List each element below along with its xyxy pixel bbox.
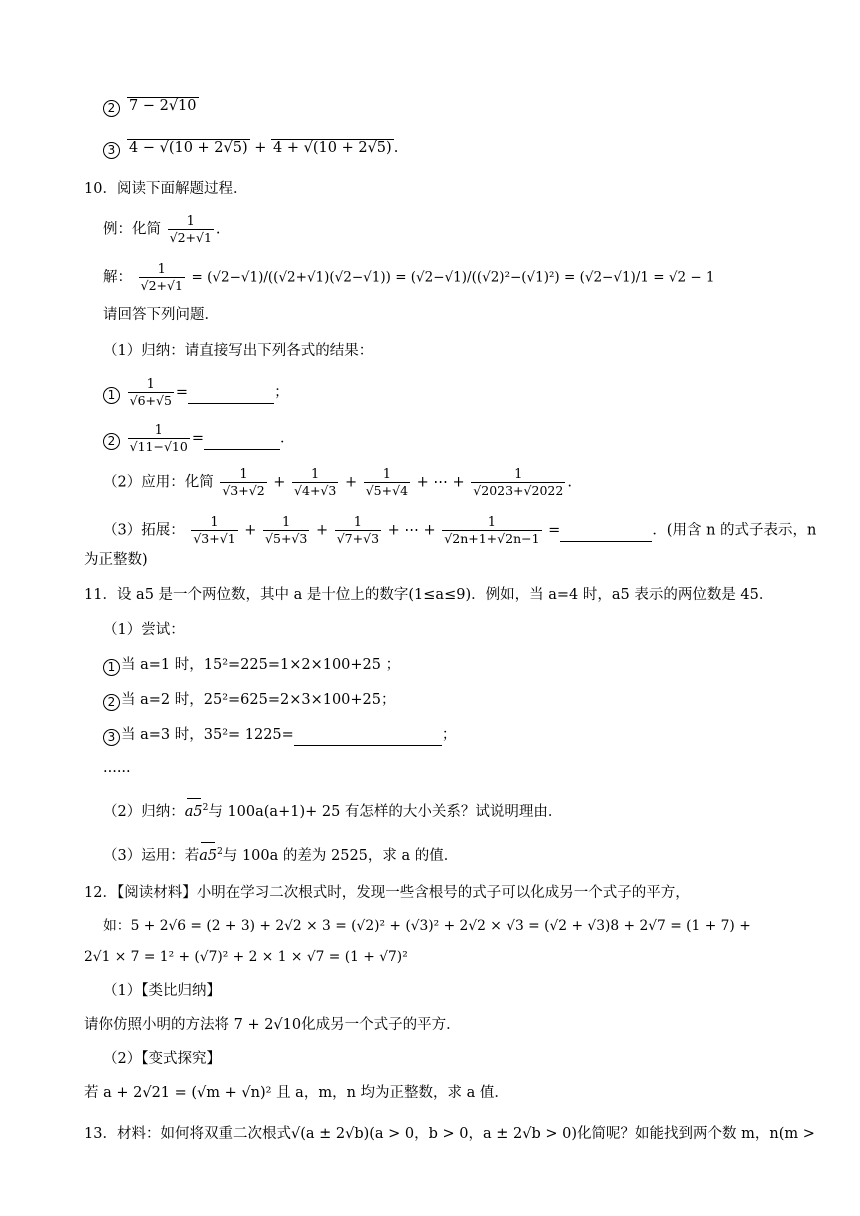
q11-item1 [103, 655, 400, 676]
q12-part2: （2）【变式探究】 [103, 1051, 221, 1067]
q10-part3-cont: 为正整数) [84, 552, 148, 568]
q10-p1i2-frac: $\frac{1}{√11-√10}$ [129, 423, 188, 454]
q10-p3-frac: $\frac{1}{√3+√1}$ [193, 515, 236, 546]
q11-part1: （1）尝试： [103, 622, 185, 638]
q10-example [103, 214, 221, 245]
q9-plus: + [254, 140, 267, 156]
q10-p3-frac: $\frac{1}{√5+√3}$ [265, 515, 308, 546]
q13-text-c: 化简呢？如能找到两个数 m，n(m > [577, 1126, 815, 1142]
q12-part1: （1）【类比归纳】 [103, 983, 221, 999]
q10-solution-chain: = (√2−√1)/((√2+√1)(√2−√1)) = (√2−√1)/((√2)²−(√1)²) = (√2−√1)/1 = √2 − 1 [191, 269, 715, 286]
q10-p1i1-tail: ； [274, 384, 289, 401]
q10-part3: （3）拓展： $\frac{1}{√3+√1}$ + $\frac{1}{√5+√3}$ + $\frac{1}{√7+√3}$ + ⋯ + $\frac{1}{√2n+1+√2n-1}$ = ．(用含 n 的式子表示，n [103, 515, 817, 546]
q11-item2-text: 当 a=2 时，25²=625=2×3×100+25； [121, 692, 396, 708]
q10-p2-frac: $\frac{1}{√3+√2}$ [222, 467, 265, 498]
q11-item3-tail: ； [441, 727, 457, 743]
answer-blank[interactable] [188, 383, 274, 404]
circled-2: 2 [103, 433, 120, 450]
q10-part1-item1: 1 $\frac{1}{√6+√5}$ = ； [103, 377, 289, 408]
q10-p3-frac: $\frac{1}{√7+√3}$ [336, 515, 380, 546]
q9-item-3 [103, 138, 398, 159]
q11-part2: （2）归纳：$a5^2$与 100a(a+1)+ 25 有怎样的大小关系？试说明理由． [103, 803, 563, 820]
q10-p1i2-tail: ． [279, 430, 295, 447]
answer-blank[interactable] [204, 429, 280, 450]
q10-prompt: 请回答下列问题． [103, 307, 219, 323]
q13-text [84, 1124, 815, 1144]
q10-solution [103, 262, 715, 293]
q11-header: 11．设 a5 是一个两位数，其中 a 是十位上的数字(1≤a≤9)．例如，当 a=4 时，a5 表示的两位数是 45． [84, 587, 774, 603]
q10-part2: （2）应用：化简 $\frac{1}{√3+√2}$ + $\frac{1}{√4+√3}$ + $\frac{1}{√5+√4}$ + ⋯ + $\frac{1}{√2023+√2022}$ . [103, 467, 572, 498]
q11-item3 [103, 725, 456, 746]
q10-p3-frac: $\frac{1}{√2n+1+√2n-1}$ [444, 515, 540, 546]
q11-item1-text: 当 a=1 时，15²=225=1×2×100+25 ； [121, 657, 401, 673]
q9-item2-expr: 7 − 2√10 [129, 98, 197, 114]
q10-part1-item2: 2 $\frac{1}{√11-√10}$ = ． [103, 423, 294, 454]
circled-2: 2 [103, 100, 120, 117]
q10-part1: （1）归纳：请直接写出下列各式的结果： [103, 343, 374, 359]
q10-part3-tail: ．(用含 n 的式子表示，n [652, 522, 817, 539]
q10-p2-frac: $\frac{1}{√5+√4}$ [365, 467, 409, 498]
q9-item3-expr-b: 4 + √(10 + 2√5) [273, 140, 392, 156]
q10-p2-frac: $\frac{1}{√4+√3}$ [294, 467, 337, 498]
q10-part3-prefix: （3）拓展： [103, 522, 185, 539]
q11-part3-prefix: （3）运用：若 [103, 847, 200, 864]
q10-p2-frac: $\frac{1}{√2023+√2022}$ [473, 467, 564, 498]
q10-solution-frac0: $\frac{1}{√2+√1}$ [140, 262, 183, 293]
circled-2: 2 [103, 694, 120, 711]
q11-part2-prefix: （2）归纳： [103, 803, 185, 820]
q11-item3-text: 当 a=3 时，35²= 1225= [121, 727, 294, 743]
q9-end: . [393, 140, 399, 156]
q9-item-2 [103, 96, 199, 117]
circled-1: 1 [103, 659, 120, 676]
q10-example-prefix: 例：化简 [103, 221, 161, 238]
q10-part2-prefix: （2）应用：化简 [103, 474, 214, 491]
q11-overline-a5: a5 [199, 847, 218, 864]
q13-text-a: 13．材料：如何将双重二次根式 [84, 1126, 291, 1142]
q12-example-line1: 如：5 + 2√6 = (2 + 3) + 2√2 × 3 = (√2)² + (√3)² + 2√2 × √3 = (√2 + √3)8 + 2√7 = (1 + 7) + [103, 918, 751, 934]
circled-1: 1 [103, 387, 120, 404]
q11-overline-a5: a5 [184, 803, 203, 820]
q11-part3-tail: 与 100a 的差为 2525，求 a 的值． [222, 847, 459, 864]
q10-example-fraction: $\frac{1}{√2+√1}$ [169, 214, 212, 245]
q10-solution-prefix: 解： [103, 269, 132, 286]
q13-text-b: √(a ± 2√b)(a > 0，b > 0，a ± 2√b > 0) [290, 1126, 578, 1142]
q12-example-line2: 2√1 × 7 = 1² + (√7)² + 2 × 1 × √7 = (1 + √7)² [84, 949, 408, 965]
circled-3: 3 [103, 729, 120, 746]
answer-blank[interactable] [560, 521, 652, 542]
answer-blank[interactable] [294, 725, 442, 746]
q11-dots: ...... [103, 760, 131, 776]
q10-header: 10．阅读下面解题过程． [84, 181, 248, 197]
q11-part2-tail: 与 100a(a+1)+ 25 有怎样的大小关系？试说明理由． [208, 803, 563, 820]
q10-example-end: . [215, 221, 221, 238]
q11-part3: （3）运用：若$a5^2$与 100a 的差为 2525，求 a 的值． [103, 847, 459, 864]
q12-part1-text-a: 请你仿照小明的方法将 7 + 2√10 [84, 1017, 302, 1033]
circled-3: 3 [103, 142, 120, 159]
q12-header: 12．【阅读材料】小明在学习二次根式时，发现一些含根号的式子可以化成另一个式子的平方， [84, 885, 690, 901]
q10-p1i1-frac: $\frac{1}{√6+√5}$ [129, 377, 172, 408]
q12-part2-text: 若 a + 2√21 = (√m + √n)² 且 a，m，n 均为正整数，求 a 值． [84, 1085, 509, 1101]
q12-part1-text [84, 1015, 461, 1035]
q11-item2 [103, 690, 396, 711]
q12-part1-text-b: 化成另一个式子的平方． [301, 1017, 461, 1033]
q9-item3-expr-a: 4 − √(10 + 2√5) [129, 140, 248, 156]
